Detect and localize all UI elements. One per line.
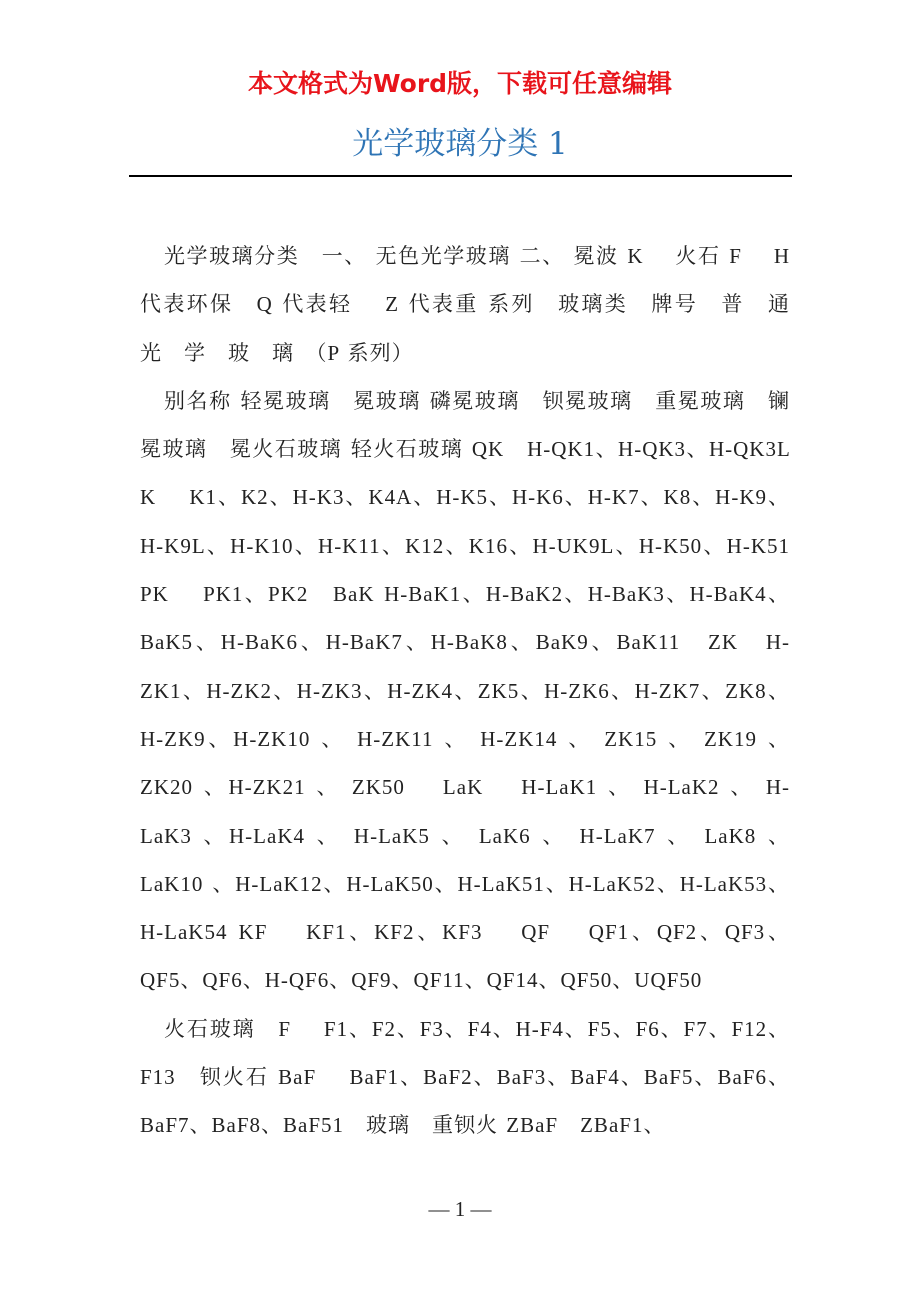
paragraph: 别名称 轻冕玻璃 冕玻璃 磷冕玻璃 钡冕玻璃 重冕玻璃 镧冕玻璃 冕火石玻璃 轻火石玻璃 QK H-QK1、H-QK3、H-QK3L K K1、K2、H-K3、K4A、H-K5、H-K6、H-K7、K8、H-K9、H-K9L、H-K10、H-K11、K12、K16、H-UK9L、H-K50、H-K51 PK PK1、PK2 BaK H-BaK1、H-BaK2、H-BaK3、H-BaK4、BaK5、H-BaK6、H-BaK7、H-BaK8、BaK9、BaK11 ZK H-ZK1、H-ZK2、H-ZK3、H-ZK4、ZK5、H-ZK6、H-ZK7、ZK8、H-ZK9、H-ZK10 、 H-ZK11 、 H-ZK14 、 ZK15 、 ZK19 、 ZK20 、H-ZK21 、 ZK50 LaK H-LaK1 、 H-LaK2 、 H-LaK3 、H-LaK4 、 H-LaK5 、 LaK6 、 H-LaK7 、 LaK8 、 LaK10 、H-LaK12、H-LaK50、H-LaK51、H-LaK52、H-LaK53、H-LaK54 KF KF1、KF2、KF3 QF QF1、QF2、QF3、QF5、QF6、H-QF6、QF9、QF11、QF14、QF50、UQF50 bbox=[140, 388, 821, 993]
page-number: — 1 — bbox=[428, 1197, 492, 1221]
title-divider bbox=[129, 175, 792, 177]
paragraph: 火石玻璃 F F1、F2、F3、F4、H-F4、F5、F6、F7、F12、F13 钡火石 BaF BaF1、BaF2、BaF3、BaF4、BaF5、BaF6、BaF7、BaF8、BaF51 玻璃 重钡火 ZBaF ZBaF1、 bbox=[140, 1016, 790, 1138]
document-title: 光学玻璃分类 1 bbox=[352, 126, 568, 162]
document-body bbox=[140, 232, 821, 1150]
download-banner: 本文格式为Word版，下载可任意编辑 bbox=[247, 69, 673, 98]
paragraph: 光学玻璃分类 一、 无色光学玻璃 二、 冕波 K 火石 F H 代表环保 Q 代表轻 Z 代表重 系列 玻璃类 牌号 普 通 光 学 玻 璃 （P 系列） bbox=[140, 244, 812, 365]
